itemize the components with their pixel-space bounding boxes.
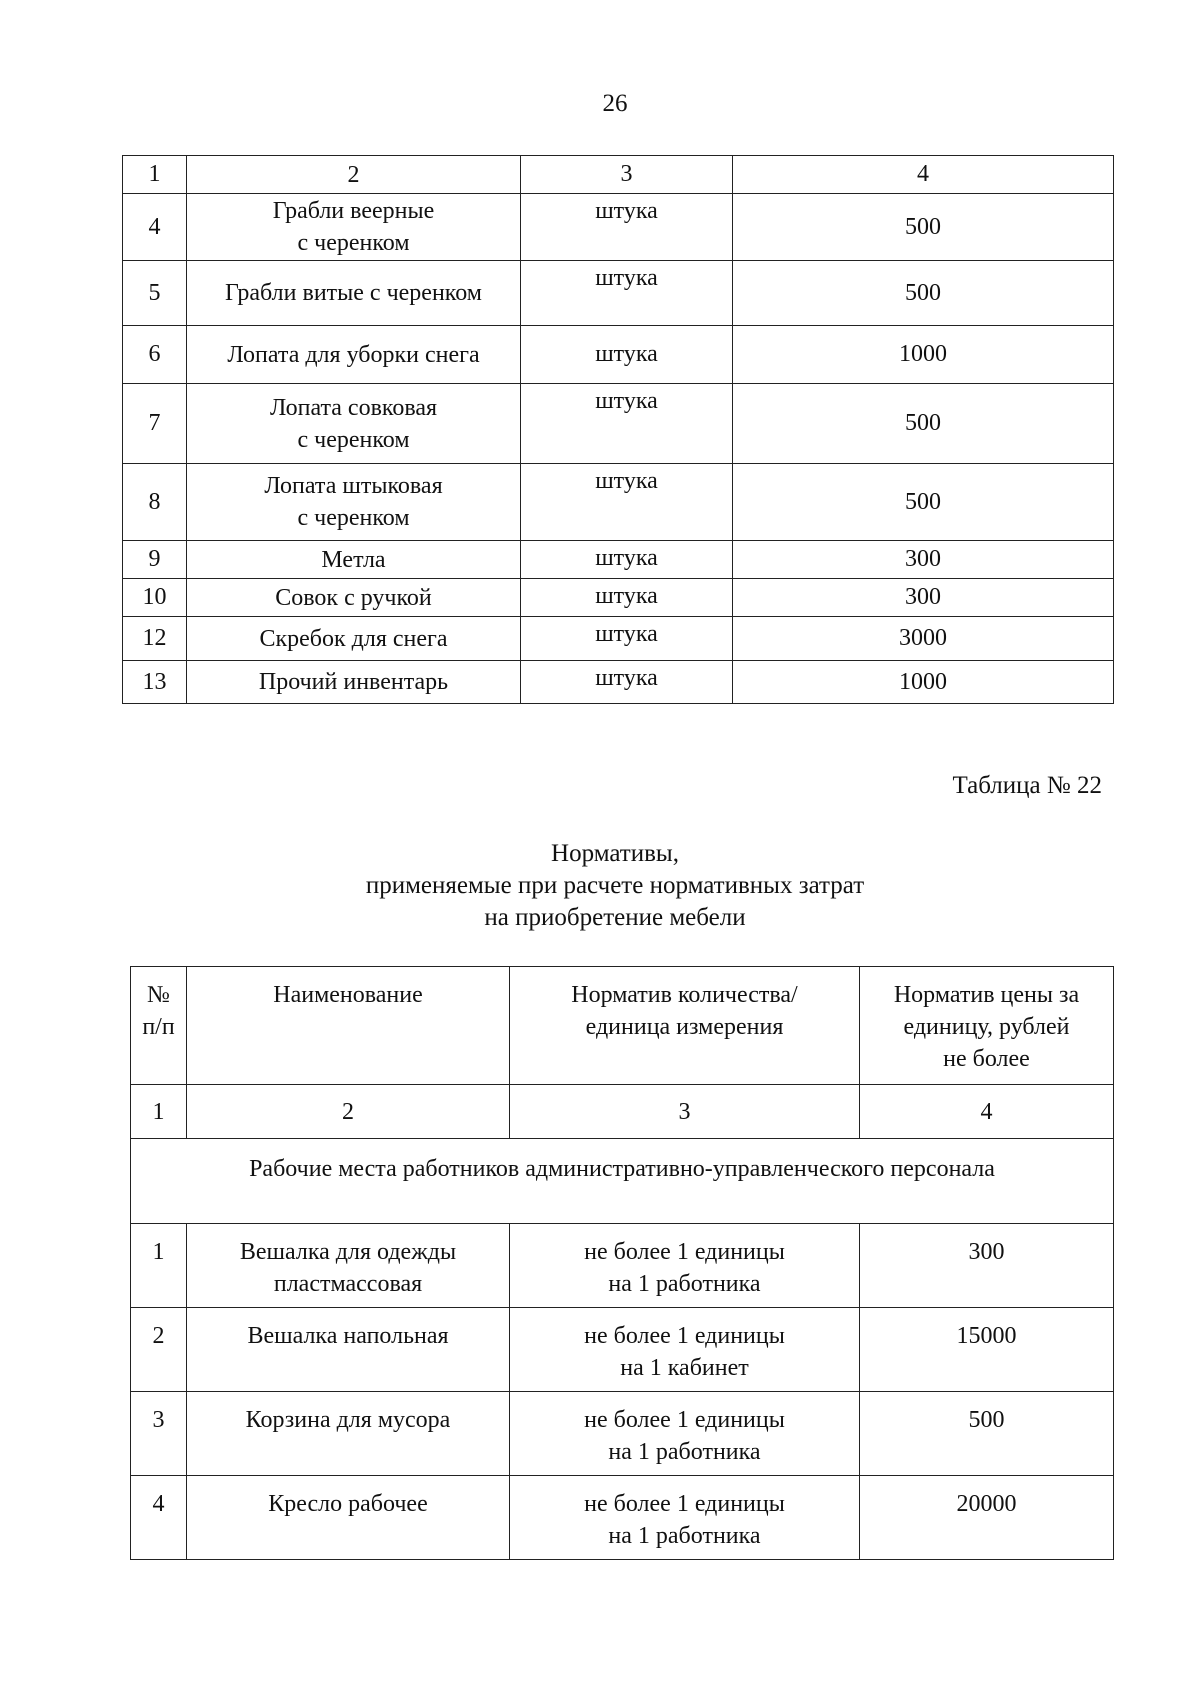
header-number — [131, 967, 187, 1085]
item-name-line: пластмассовая — [273, 1271, 423, 1297]
item-quantity — [510, 1224, 860, 1308]
table-row — [131, 1308, 1114, 1392]
header-name — [187, 967, 510, 1085]
table-header-row — [131, 967, 1114, 1085]
table-row — [123, 579, 1114, 617]
row-number: 1 — [131, 1224, 187, 1308]
item-name — [187, 1392, 510, 1476]
item-unit: штука — [521, 541, 733, 579]
row-number: 13 — [123, 661, 187, 704]
item-quantity-line: на 1 работника — [608, 1271, 761, 1297]
item-unit: штука — [521, 661, 733, 704]
col-number-cell: 1 — [123, 156, 187, 194]
item-price: 20000 — [860, 1476, 1114, 1560]
item-quantity-line: на 1 работника — [608, 1439, 761, 1465]
section-heading: Рабочие места работников административно-управленческого персонала — [131, 1139, 1114, 1224]
table-row — [123, 617, 1114, 661]
item-quantity-line: не более 1 единицы — [584, 1323, 785, 1349]
item-quantity-line: на 1 кабинет — [620, 1355, 749, 1381]
table-title-line: применяемые при расчете нормативных затрат — [365, 872, 865, 899]
item-name: Метла — [187, 541, 521, 579]
item-quantity-line: не более 1 единицы — [584, 1491, 785, 1517]
item-name: Грабли витые с черенком — [187, 261, 521, 326]
item-unit: штука — [521, 464, 733, 541]
item-price: 1000 — [733, 661, 1114, 704]
table-title-line: на приобретение мебели — [484, 904, 746, 931]
item-name — [187, 464, 521, 541]
section-row — [131, 1139, 1114, 1224]
row-number: 4 — [131, 1476, 187, 1560]
row-number: 12 — [123, 617, 187, 661]
item-price: 1000 — [733, 326, 1114, 384]
header-line: единица измерения — [585, 1014, 784, 1040]
header-line: Норматив количества/ — [571, 982, 798, 1008]
item-price: 300 — [860, 1224, 1114, 1308]
item-price: 500 — [733, 194, 1114, 261]
inventory-table — [122, 155, 1114, 704]
item-unit: штука — [521, 617, 733, 661]
item-quantity — [510, 1476, 860, 1560]
furniture-norms-table — [130, 966, 1114, 1560]
col-number-cell: 2 — [187, 156, 521, 194]
item-name-line: Вешалка для одежды — [239, 1239, 457, 1265]
row-number: 4 — [123, 194, 187, 261]
row-number: 10 — [123, 579, 187, 617]
table-label: Таблица № 22 — [952, 772, 1102, 799]
table-row — [131, 1224, 1114, 1308]
item-name — [187, 1476, 510, 1560]
table-row — [131, 1392, 1114, 1476]
item-name-line: Корзина для мусора — [245, 1407, 451, 1433]
item-price: 15000 — [860, 1308, 1114, 1392]
row-number: 7 — [123, 384, 187, 464]
item-name-line: Лопата штыковая — [264, 473, 443, 499]
item-name: Совок с ручкой — [187, 579, 521, 617]
item-name-line: с черенком — [297, 426, 410, 453]
col-number-cell: 3 — [510, 1085, 860, 1139]
item-price: 3000 — [733, 617, 1114, 661]
item-quantity-line: на 1 работника — [608, 1523, 761, 1549]
table-row — [123, 661, 1114, 704]
row-number: 8 — [123, 464, 187, 541]
header-quantity — [510, 967, 860, 1085]
item-quantity — [510, 1308, 860, 1392]
row-number: 6 — [123, 326, 187, 384]
item-price: 500 — [733, 464, 1114, 541]
item-name-line: Лопата совковая — [269, 394, 438, 421]
item-unit: штука — [521, 326, 733, 384]
table-title — [0, 838, 1200, 934]
col-number-cell: 1 — [131, 1085, 187, 1139]
item-name — [187, 1308, 510, 1392]
item-quantity-line: не более 1 единицы — [584, 1239, 785, 1265]
table-row — [131, 1476, 1114, 1560]
item-quantity — [510, 1392, 860, 1476]
header-price — [860, 967, 1114, 1085]
column-numbers-row — [131, 1085, 1114, 1139]
item-name-line: Вешалка напольная — [247, 1323, 449, 1349]
table-row — [123, 464, 1114, 541]
table-row — [123, 384, 1114, 464]
row-number: 9 — [123, 541, 187, 579]
item-name-line: с черенком — [297, 505, 410, 531]
item-name — [187, 194, 521, 261]
table-header-row — [123, 156, 1114, 194]
item-price: 500 — [860, 1392, 1114, 1476]
item-price: 300 — [733, 541, 1114, 579]
row-number: 2 — [131, 1308, 187, 1392]
item-price: 500 — [733, 261, 1114, 326]
col-number-cell: 4 — [860, 1085, 1114, 1139]
item-name-line: Кресло рабочее — [268, 1491, 428, 1517]
header-line: Наименование — [273, 982, 423, 1008]
table-row — [123, 326, 1114, 384]
header-line: № — [147, 982, 170, 1008]
item-name — [187, 1224, 510, 1308]
item-unit: штука — [521, 579, 733, 617]
item-unit: штука — [521, 384, 733, 464]
item-name — [187, 384, 521, 464]
item-name: Скребок для снега — [187, 617, 521, 661]
col-number-cell: 2 — [187, 1085, 510, 1139]
item-unit: штука — [521, 261, 733, 326]
item-name: Прочий инвентарь — [187, 661, 521, 704]
item-name-line: Грабли веерные — [272, 198, 435, 224]
item-unit: штука — [521, 194, 733, 261]
item-price: 300 — [733, 579, 1114, 617]
row-number: 5 — [123, 261, 187, 326]
table-row — [123, 541, 1114, 579]
item-name: Лопата для уборки снега — [187, 326, 521, 384]
table-row — [123, 194, 1114, 261]
header-line: единицу, рублей — [903, 1014, 1070, 1040]
table-row — [123, 261, 1114, 326]
item-price: 500 — [733, 384, 1114, 464]
item-quantity-line: не более 1 единицы — [584, 1407, 785, 1433]
col-number-cell: 4 — [733, 156, 1114, 194]
col-number-cell: 3 — [521, 156, 733, 194]
row-number: 3 — [131, 1392, 187, 1476]
item-name-line: с черенком — [297, 230, 410, 256]
header-line: п/п — [142, 1014, 175, 1040]
header-line: не более — [943, 1046, 1030, 1072]
table-title-line: Нормативы, — [551, 840, 679, 867]
page-number: 26 — [602, 90, 628, 117]
header-line: Норматив цены за — [893, 982, 1080, 1008]
